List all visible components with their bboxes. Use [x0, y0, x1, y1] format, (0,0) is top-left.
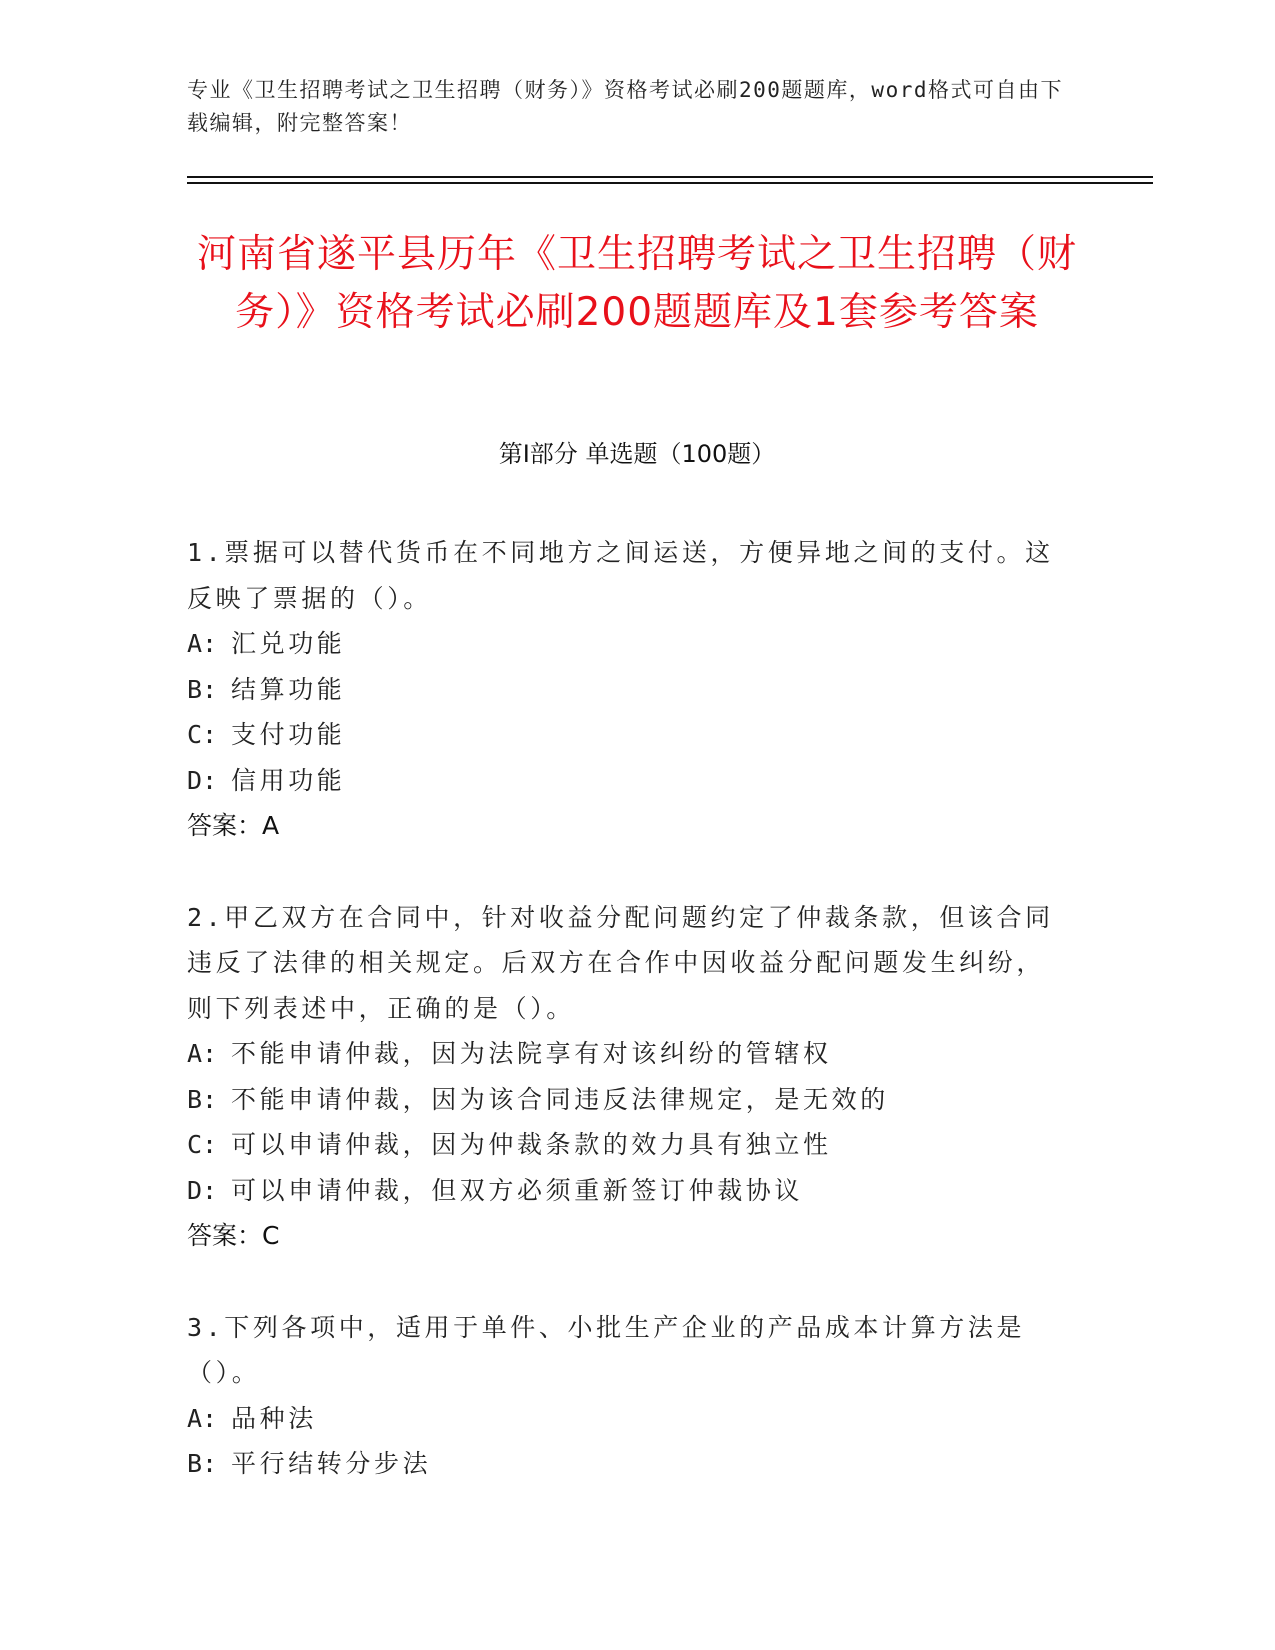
option-d — [187, 1168, 1067, 1214]
option-a — [187, 1031, 1067, 1077]
header-divider-bottom — [187, 182, 1153, 184]
option-text: 可以申请仲裁，因为仲裁条款的效力具有独立性 — [231, 1130, 832, 1159]
option-letter: D: — [187, 765, 218, 795]
option-d — [187, 758, 1067, 804]
header-note: 专业《卫生招聘考试之卫生招聘（财务）》资格考试必刷200题题库，word格式可自由下载编辑，附完整答案！ — [187, 78, 1063, 135]
question-list — [187, 530, 1067, 1533]
option-text: 信用功能 — [231, 765, 346, 795]
question-stem: 2.甲乙双方在合同中，针对收益分配问题约定了仲裁条款，但该合同违反了法律的相关规定。后双方在合作中因收益分配问题发生纠纷，则下列表述中，正确的是（）。 — [187, 902, 1054, 1023]
option-c — [187, 712, 1067, 758]
option-b — [187, 1077, 1067, 1123]
option-b — [187, 667, 1067, 713]
option-letter: A: — [187, 1403, 218, 1433]
question-stem: 1.票据可以替代货币在不同地方之间运送，方便异地之间的支付。这反映了票据的（）。 — [187, 538, 1054, 613]
option-letter: B: — [187, 1449, 218, 1478]
header-divider-top — [187, 176, 1153, 178]
option-text: 不能申请仲裁，因为该合同违反法律规定，是无效的 — [231, 1084, 889, 1114]
option-a — [187, 1396, 1067, 1442]
option-letter: A: — [187, 629, 218, 658]
option-letter: C: — [187, 720, 218, 749]
answer-line: 答案：A — [187, 811, 280, 840]
option-text: 品种法 — [231, 1403, 317, 1433]
option-c — [187, 1122, 1067, 1168]
answer-line: 答案：C — [187, 1221, 280, 1250]
option-text: 可以申请仲裁，但双方必须重新签订仲裁协议 — [231, 1175, 804, 1205]
question-1 — [187, 530, 1067, 849]
question-3 — [187, 1305, 1067, 1487]
option-letter: B: — [187, 1084, 218, 1114]
option-letter: B: — [187, 674, 218, 704]
option-b — [187, 1441, 1067, 1487]
option-text: 结算功能 — [231, 674, 346, 704]
question-stem: 3.下列各项中，适用于单件、小批生产企业的产品成本计算方法是（）。 — [187, 1312, 1026, 1387]
option-letter: A: — [187, 1039, 218, 1068]
option-letter: D: — [187, 1175, 218, 1205]
option-letter: C: — [187, 1130, 218, 1159]
document-title: 河南省遂平县历年《卫生招聘考试之卫生招聘（财务）》资格考试必刷200题题库及1套参考答案 — [196, 232, 1077, 335]
option-text: 平行结转分步法 — [231, 1449, 432, 1478]
option-text: 不能申请仲裁，因为法院享有对该纠纷的管辖权 — [231, 1039, 832, 1068]
section-heading: 第Ⅰ部分 单选题（100题） — [498, 440, 776, 468]
option-text: 支付功能 — [231, 720, 346, 749]
option-text: 汇兑功能 — [231, 629, 346, 658]
option-a — [187, 621, 1067, 667]
question-2 — [187, 895, 1067, 1259]
